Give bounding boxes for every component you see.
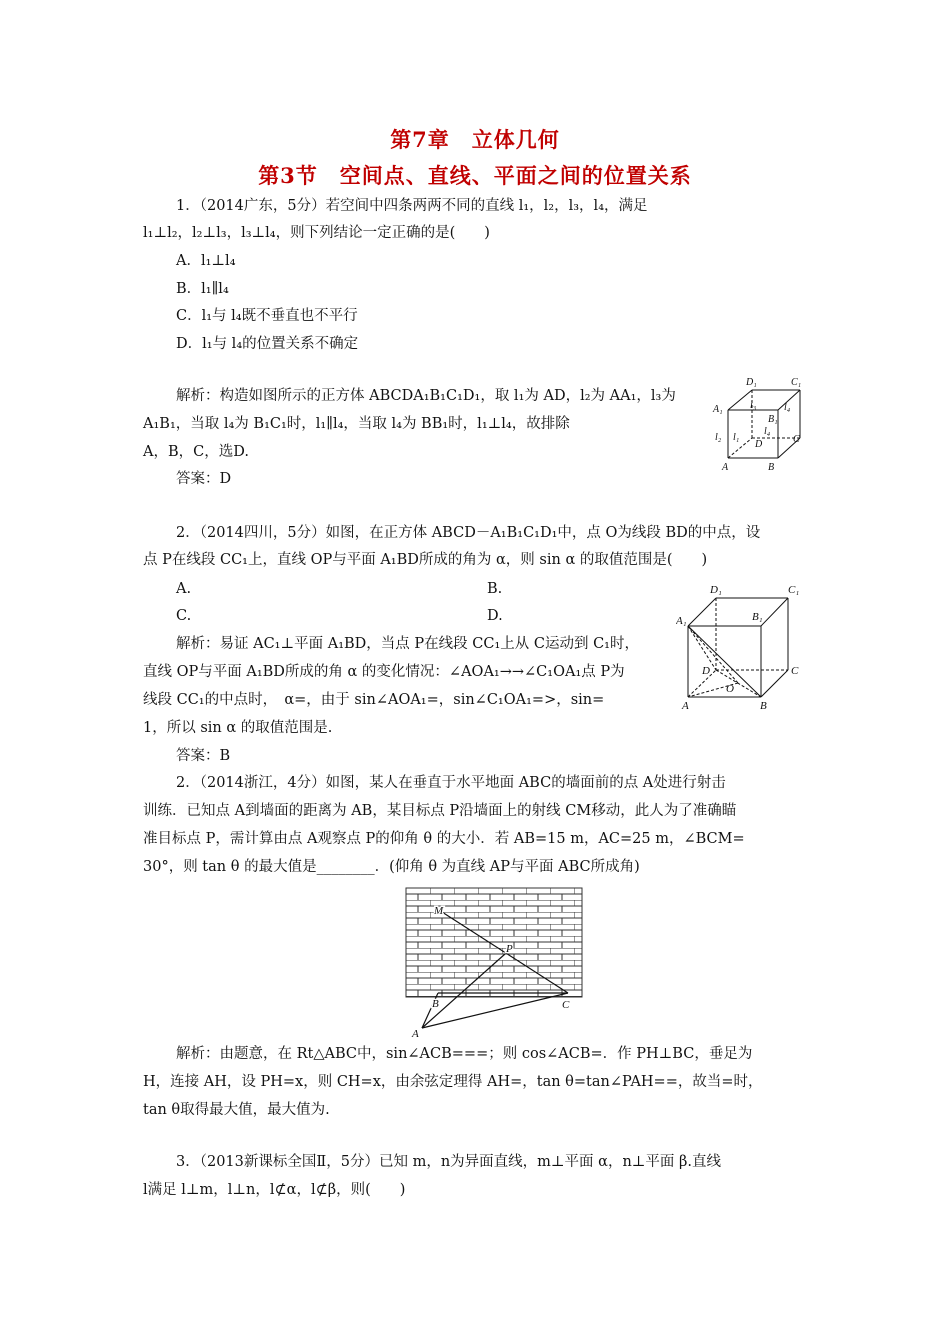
q2a-answer: 答案：B xyxy=(176,748,231,764)
q1-label-B: B xyxy=(768,462,775,472)
q2a-label-B: B xyxy=(760,700,767,712)
q1-solution-line-3: A，B，C，选D. xyxy=(143,444,249,460)
q1-option-d: D．l₁与 l₄的位置关系不确定 xyxy=(176,336,359,352)
q2a-label-D1: D₁ xyxy=(710,584,722,596)
q1-solution-line-1: 解析：构造如图所示的正方体 ABCDA₁B₁C₁D₁，取 l₁为 AD，l₂为 AA₁，l₃为 xyxy=(176,388,676,404)
q1-option-a: A．l₁⊥l₄ xyxy=(176,253,236,269)
q1-solution-line-2: A₁B₁，当取 l₄为 B₁C₁时，l₁∥l₄，当取 l₄为 BB₁时，l₁⊥l₄，故排除 xyxy=(143,416,570,432)
q2a-label-A1: A₁ xyxy=(676,615,687,627)
q1-option-c: C．l₁与 l₄既不垂直也不平行 xyxy=(176,308,358,324)
q2a-label-A: A xyxy=(682,700,689,712)
q3-stem-line-2: l满足 l⊥m，l⊥n，l⊄α，l⊄β，则( ) xyxy=(143,1182,406,1198)
q2b-stem-line-2: 训练．已知点 A到墙面的距离为 AB，某目标点 P沿墙面上的射线 CM移动，此人为了准确瞄 xyxy=(143,803,737,819)
q1-label-D1: D₁ xyxy=(746,377,757,388)
q3-stem-line-1: 3．（2013新课标全国Ⅱ，5分）已知 m，n为异面直线，m⊥平面 α，n⊥平面 β.直线 xyxy=(176,1154,722,1170)
q2b-stem-line-1: 2．（2014浙江，4分）如图，某人在垂直于水平地面 ABC的墙面前的点 A处进行射击 xyxy=(176,775,726,791)
q2a-solution-line-3: 线段 CC₁的中点时， α=，由于 sin∠AOA₁=，sin∠C₁OA₁=>，sin= xyxy=(143,692,605,708)
q2a-solution-line-4: 1，所以 sin α 的取值范围是. xyxy=(143,720,333,736)
q1-label-l1: l₁ xyxy=(733,432,740,443)
q2b-solution-line-1: 解析：由题意，在 Rt△ABC中，sin∠ACB===；则 cos∠ACB=．作 PH⊥BC，垂足为 xyxy=(176,1046,753,1062)
q1-label-C: C xyxy=(793,434,800,445)
q1-cube-figure xyxy=(708,374,808,472)
q1-label-B1: B₁ xyxy=(768,414,778,425)
q2a-option-d: D. xyxy=(487,608,503,624)
q2a-cube-figure xyxy=(676,582,806,712)
q2a-label-C1: C₁ xyxy=(788,584,800,596)
q1-label-l4-front: l₄ xyxy=(764,426,771,437)
q2a-option-b: B. xyxy=(487,581,503,597)
section-title: 第3节 空间点、直线、平面之间的位置关系 xyxy=(258,163,692,188)
q2a-label-B1: B₁ xyxy=(752,611,763,623)
q2b-wall-figure xyxy=(402,884,587,1040)
q1-stem-line-1: 1．（2014广东，5分）若空间中四条两两不同的直线 l₁，l₂，l₃，l₄，满足 xyxy=(176,198,648,214)
q2a-label-D: D xyxy=(702,665,710,677)
q1-stem-line-2: l₁⊥l₂，l₂⊥l₃，l₃⊥l₄，则下列结论一定正确的是( ) xyxy=(143,225,490,241)
q1-label-A1: A₁ xyxy=(713,404,723,415)
q1-option-b: B．l₁∥l₄ xyxy=(176,281,229,297)
q2b-stem-line-4: 30°，则 tan θ 的最大值是________．(仰角 θ 为直线 AP与平面 ABC所成角) xyxy=(143,859,640,875)
q2a-option-c: C. xyxy=(176,608,192,624)
q1-label-l2: l₂ xyxy=(715,432,722,443)
q2a-solution-line-2: 直线 OP与平面 A₁BD所成的角 α 的变化情况：∠AOA₁→→∠C₁OA₁点 P为 xyxy=(143,664,625,680)
chapter-title: 第7章 立体几何 xyxy=(390,127,560,152)
q1-label-C1: C₁ xyxy=(791,377,802,388)
q1-label-A: A xyxy=(722,462,729,472)
q2b-label-M: M xyxy=(434,905,444,917)
q2a-stem-line-2: 点 P在线段 CC₁上，直线 OP与平面 A₁BD所成的角为 α，则 sin α 的取值范围是( ) xyxy=(143,552,708,568)
q2a-stem-line-1: 2．（2014四川，5分）如图，在正方体 ABCD－A₁B₁C₁D₁中，点 O为线段 BD的中点，设 xyxy=(176,525,761,541)
q2b-solution-line-2: H，连接 AH，设 PH=x，则 CH=x，由余弦定理得 AH=，tan θ=tan∠PAH==，故当=时， xyxy=(143,1074,763,1090)
q2a-label-O: O xyxy=(726,683,734,695)
q1-label-l3: l₃ xyxy=(750,400,757,411)
q2b-label-A: A xyxy=(412,1028,419,1040)
q2a-label-C: C xyxy=(791,665,799,677)
q2b-stem-line-3: 准目标点 P，需计算由点 A观察点 P的仰角 θ 的大小．若 AB=15 m，AC=25 m，∠BCM= xyxy=(143,831,745,847)
q2b-label-B: B xyxy=(432,998,439,1010)
q2a-solution-line-1: 解析：易证 AC₁⊥平面 A₁BD，当点 P在线段 CC₁上从 C运动到 C₁时， xyxy=(176,636,639,652)
q2b-solution-line-3: tan θ取得最大值，最大值为. xyxy=(143,1102,330,1118)
q1-answer: 答案：D xyxy=(176,471,232,487)
q2b-label-P: P xyxy=(506,943,513,955)
q1-label-D: D xyxy=(755,439,763,450)
q1-label-l4-top: l₄ xyxy=(784,402,791,413)
q2a-option-a: A. xyxy=(176,581,192,597)
q2b-label-C: C xyxy=(562,999,570,1011)
